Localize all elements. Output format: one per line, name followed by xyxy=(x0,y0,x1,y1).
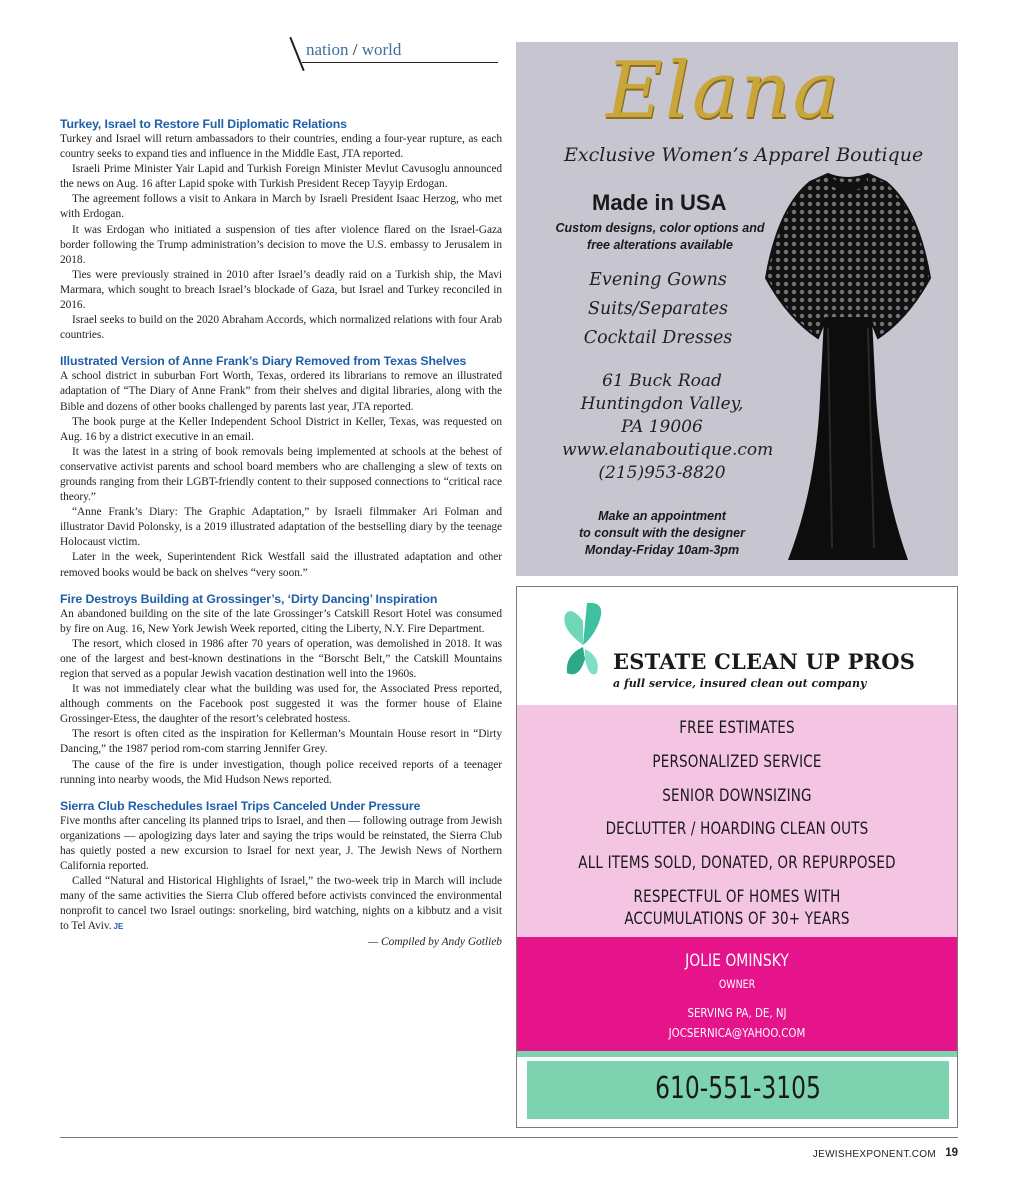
footer-website[interactable]: JEWISHEXPONENT.COM xyxy=(812,1149,936,1160)
article-paragraph: It was Erdogan who initiated a suspension of ties after violence flared on the Israel-Gaza border following the Trump administration’s decision to move the U.S. embassy to Jerusalem in 2018. xyxy=(60,223,502,266)
made-in-usa: Made in USA xyxy=(592,190,727,215)
appointment-line: Make an appointment xyxy=(598,509,726,523)
estate-clean-up-advertisement[interactable] xyxy=(516,586,958,1128)
appointment-line: to consult with the designer xyxy=(579,526,745,540)
article-sierra-club xyxy=(60,798,502,950)
service-area: SERVING PA, DE, NJ xyxy=(687,1005,787,1020)
article-paragraph: Later in the week, Superintendent Rick Westfall said the illustrated adaptation and other removed books would be back on shelves “very soon.” xyxy=(60,551,502,579)
service-senior-downsizing: SENIOR DOWNSIZING xyxy=(662,786,812,805)
article-turkey-israel xyxy=(60,116,502,343)
article-headline: Illustrated Version of Anne Frank’s Diary Removed from Texas Shelves xyxy=(60,354,467,369)
custom-line: Custom designs, color options and xyxy=(555,221,765,235)
article-paragraph: The resort, which closed in 1986 after 70 years of operation, was demolished in 2018. It was one of the largest and best-known destinations in the “Borscht Belt,” the Catskill Mountains region that served as a popular Jewish vacation destination well into the 1960s. xyxy=(60,637,502,680)
custom-designs-text xyxy=(550,220,770,254)
article-headline: Turkey, Israel to Restore Full Diplomatic Relations xyxy=(60,117,347,131)
page-number: 19 xyxy=(945,1147,958,1159)
article-paragraph: A school district in suburban Fort Worth, Texas, ordered its librarians to remove an illustrated adaptation of “The Diary of Anne Frank” from their shelves and digital libraries, along with the Bible and dozens of other books challenged by parents last year, JTA reported. xyxy=(60,370,502,413)
service-accumulations: ACCUMULATIONS OF 30+ YEARS xyxy=(624,909,850,928)
article-anne-frank xyxy=(60,353,502,580)
address-line: Huntingdon Valley, xyxy=(580,394,744,414)
article-paragraph: It was not immediately clear what the building was used for, the Associated Press reported, although comments on the Facebook post suggested it was the former house of Elaine Grossinger-Etess, the daughter of the resort’s celebrated hostess. xyxy=(60,683,502,726)
estate-title: ESTATE CLEAN UP PROS xyxy=(613,649,916,674)
article-paragraph: An abandoned building on the site of the late Grossinger’s Catskill Resort Hotel was consumed by fire on Aug. 16, New York Jewish Week reported, citing the Liberty, N.Y. Fire Department. xyxy=(60,607,502,635)
appointment-text xyxy=(552,508,772,559)
address-line: PA 19006 xyxy=(621,417,703,437)
service-personalized: PERSONALIZED SERVICE xyxy=(652,752,822,771)
elana-tagline: Exclusive Women’s Apparel Boutique xyxy=(564,144,924,166)
phone-band xyxy=(527,1061,949,1119)
green-divider xyxy=(517,1051,957,1057)
estate-tagline: a full service, insured clean out company xyxy=(613,677,867,690)
footer-rule xyxy=(60,1137,958,1138)
article-paragraph: “Anne Frank’s Diary: The Graphic Adaptation,” by Israeli filmmaker Ari Folman and illustrator David Polonsky, is a 2019 illustrated adaptation of the bestselling diary by the teenage Holocaust victim. xyxy=(60,506,502,549)
article-paragraph: The cause of the fire is under investigation, though police received reports of a teenager running into nearby woods, the Mid Hudson News reported. xyxy=(60,758,502,786)
article-paragraph: The resort is often cited as the inspiration for Kellerman’s Mountain House resort in “Dirty Dancing,” the 1987 period rom-com starring Jennifer Grey. xyxy=(60,728,502,756)
elana-logo: Elana xyxy=(606,46,842,136)
article-paragraph: Israeli Prime Minister Yair Lapid and Turkish Foreign Minister Mevlut Cavusoglu announced the news on Aug. 16 after Lapid spoke with Turkish President Recep Tayyip Erdogan. xyxy=(60,163,502,191)
address-line: 61 Buck Road xyxy=(602,371,722,391)
compiled-by-credit: — Compiled by Andy Gotlieb xyxy=(368,935,502,948)
section-label xyxy=(306,40,401,60)
section-header xyxy=(288,40,498,64)
section-label-nation: nation xyxy=(306,40,349,59)
article-paragraph: The book purge at the Keller Independent School District in Keller, Texas, was requested on Aug. 16 by a district executive in an email. xyxy=(60,415,502,443)
elana-phone[interactable]: (215)953-8820 xyxy=(598,463,726,483)
butterfly-logo-icon xyxy=(557,599,609,681)
article-headline: Sierra Club Reschedules Israel Trips Canceled Under Pressure xyxy=(60,798,421,813)
estate-phone[interactable]: 610-551-3105 xyxy=(655,1071,821,1106)
services-band xyxy=(517,705,957,937)
contact-email[interactable]: JOCSERNICA@YAHOO.COM xyxy=(668,1025,806,1040)
contact-name: JOLIE OMINSKY xyxy=(685,951,789,971)
article-paragraph: Ties were previously strained in 2010 after Israel’s deadly raid on a Turkish ship, the Mavi Marmara, which sought to breach Israel’s blockade of Gaza, but Israel and Turkey reconciled in 2016. xyxy=(60,268,502,312)
articles-column xyxy=(60,116,502,960)
article-paragraph-last xyxy=(60,874,502,934)
article-paragraph: It was the latest in a string of book removals being implemented at schools at the behest of conservative activist parents and school board members who are challenging a slew of texts on grounds ranging from their LGBT-friendly content to their supposed connections to “critical race theory.” xyxy=(60,445,502,504)
service-item: Evening Gowns xyxy=(589,270,727,290)
section-separator: / xyxy=(352,40,358,59)
article-paragraph-text: Called “Natural and Historical Highlights of Israel,” the two-week trip in March will include many of the same activities the Sierra Club offered before activists convinced the environmental nonprofit to cancel two Israel outings: snorkeling, bird watching, nights on a kibbutz and a visit to Tel Aviv. xyxy=(60,875,502,933)
elana-advertisement[interactable] xyxy=(516,42,958,576)
service-items-sold: ALL ITEMS SOLD, DONATED, OR REPURPOSED xyxy=(578,853,896,872)
contact-role: OWNER xyxy=(718,977,756,991)
black-dress-image xyxy=(758,168,938,568)
elana-website-link[interactable]: www.elanaboutique.com xyxy=(562,440,774,460)
section-slash xyxy=(289,37,304,71)
service-declutter: DECLUTTER / HOARDING CLEAN OUTS xyxy=(605,819,869,838)
elana-services xyxy=(568,266,748,353)
service-item: Cocktail Dresses xyxy=(583,328,733,348)
article-grossingers-fire xyxy=(60,591,502,788)
article-paragraph: Five months after canceling its planned trips to Israel, and then — following outrage from Jewish organizations — apologizing days later and saying the trips would be reinstated, the Sierra Club has quietly posted a new excursion to Israel for next year, J. The Jewish News of Northern California reported. xyxy=(60,814,502,873)
service-respectful: RESPECTFUL OF HOMES WITH xyxy=(633,887,841,906)
article-paragraph: Israel seeks to build on the 2020 Abraham Accords, which normalized relations with four Arab countries. xyxy=(60,314,502,342)
elana-address xyxy=(562,370,774,485)
article-paragraph: The agreement follows a visit to Ankara in March by Israeli President Isaac Herzog, who met with Erdogan. xyxy=(60,193,502,221)
appointment-line: Monday-Friday 10am-3pm xyxy=(584,543,740,557)
section-label-world: world xyxy=(361,40,402,59)
article-headline: Fire Destroys Building at Grossinger’s, ‘Dirty Dancing’ Inspiration xyxy=(60,591,438,606)
custom-line: free alterations available xyxy=(587,238,733,252)
service-item: Suits/Separates xyxy=(588,299,728,319)
section-rule xyxy=(302,62,498,63)
contact-band xyxy=(517,937,957,1051)
article-paragraph: Turkey and Israel will return ambassadors to their countries, ending a four-year rupture, as each country seeks to expand ties and influence in the Middle East, JTA reported. xyxy=(60,133,502,161)
service-free-estimates: FREE ESTIMATES xyxy=(679,718,795,737)
je-end-mark: JE xyxy=(113,922,124,932)
